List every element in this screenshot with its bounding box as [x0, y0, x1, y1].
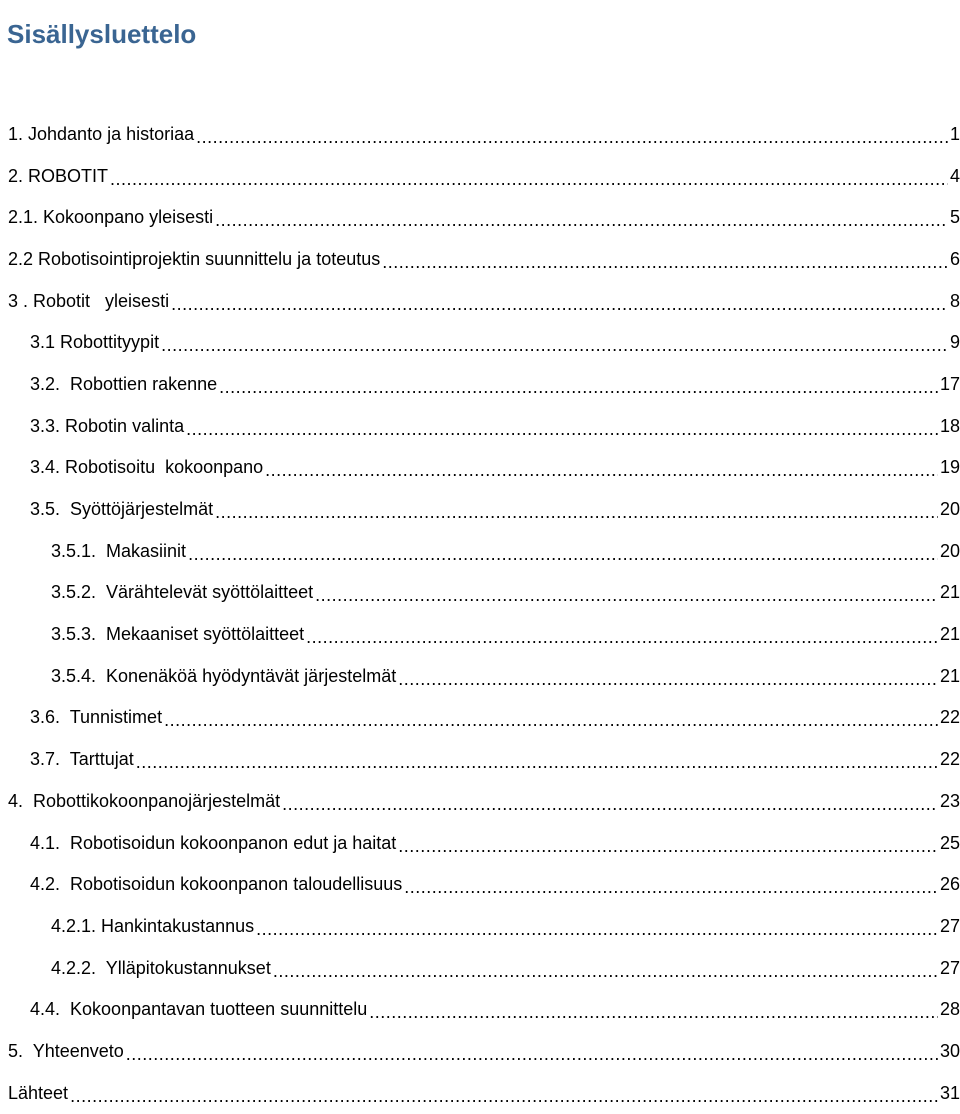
toc-entry[interactable]: [0, 196, 960, 238]
toc-entry[interactable]: [0, 363, 960, 405]
page-title: Sisällysluettelo: [7, 19, 197, 50]
toc-entry-page: 21: [939, 665, 960, 686]
toc-entry[interactable]: [0, 947, 960, 989]
toc-leader-dots: [306, 626, 938, 648]
toc-leader-dots: [398, 835, 938, 857]
toc-entry-label: 3.6. Tunnistimet: [30, 707, 163, 728]
toc-entry-label: 4.2.2. Ylläpitokustannukset: [51, 957, 271, 978]
toc-entry-label: 2.1. Kokoonpano yleisesti: [8, 207, 214, 228]
toc-entry-label: 3.2. Robottien rakenne: [30, 373, 218, 394]
toc-entry-label: 3 . Robotit yleisesti: [8, 290, 170, 311]
toc-entry-page: 5: [949, 207, 960, 228]
toc-entry[interactable]: [0, 988, 960, 1030]
toc-entry[interactable]: [0, 780, 960, 822]
toc-leader-dots: [315, 584, 938, 606]
toc-leader-dots: [188, 543, 938, 565]
toc-leader-dots: [196, 126, 948, 148]
toc-entry[interactable]: [0, 488, 960, 530]
toc-entry[interactable]: [0, 530, 960, 572]
toc-entry-label: 3.4. Robotisoitu kokoonpano: [30, 457, 264, 478]
toc-entry-page: 17: [939, 373, 960, 394]
toc-entry[interactable]: [0, 155, 960, 197]
toc-entry-label: 4.1. Robotisoidun kokoonpanon edut ja haitat: [30, 832, 397, 853]
toc-leader-dots: [70, 1085, 938, 1107]
toc-entry-page: 27: [939, 915, 960, 936]
toc-entry-page: 4: [949, 165, 960, 186]
toc-entry-page: 31: [939, 1082, 960, 1103]
toc-entry-page: 25: [939, 832, 960, 853]
toc-entry-page: 9: [949, 332, 960, 353]
toc-entry-page: 6: [949, 248, 960, 269]
toc-leader-dots: [265, 459, 938, 481]
toc-entry[interactable]: [0, 447, 960, 489]
toc-entry-label: 2.2 Robotisointiprojektin suunnittelu ja toteutus: [8, 248, 381, 269]
toc-leader-dots: [219, 376, 938, 398]
toc-leader-dots: [256, 918, 938, 940]
toc-leader-dots: [398, 668, 938, 690]
toc-leader-dots: [126, 1043, 938, 1065]
toc-entry[interactable]: [0, 1030, 960, 1072]
toc-entry[interactable]: [0, 1072, 960, 1114]
toc-entry[interactable]: [0, 405, 960, 447]
toc-entry-page: 23: [939, 790, 960, 811]
toc-entry[interactable]: [0, 822, 960, 864]
toc-entry-label: Lähteet: [8, 1082, 69, 1103]
toc-entry-page: 22: [939, 707, 960, 728]
toc-entry-page: 20: [939, 540, 960, 561]
toc-entry-label: 3.3. Robotin valinta: [30, 415, 185, 436]
toc-entry-label: 2. ROBOTIT: [8, 165, 109, 186]
toc-entry-label: 4. Robottikokoonpanojärjestelmät: [8, 790, 281, 811]
toc-entry-label: 3.5.3. Mekaaniset syöttölaitteet: [51, 624, 305, 645]
toc-entry-page: 8: [949, 290, 960, 311]
toc-entry-page: 26: [939, 874, 960, 895]
toc-entry[interactable]: [0, 863, 960, 905]
toc-entry-label: 4.2.1. Hankintakustannus: [51, 915, 255, 936]
toc-entry-label: 1. Johdanto ja historiaa: [8, 123, 195, 144]
toc-entry-page: 30: [939, 1040, 960, 1061]
toc-entry-label: 4.4. Kokoonpantavan tuotteen suunnittelu: [30, 999, 368, 1020]
toc-leader-dots: [171, 293, 948, 315]
toc-leader-dots: [382, 251, 948, 273]
toc-leader-dots: [273, 960, 938, 982]
toc-leader-dots: [164, 709, 938, 731]
toc-leader-dots: [404, 876, 938, 898]
toc-entry-label: 5. Yhteenveto: [8, 1040, 124, 1061]
toc-leader-dots: [282, 793, 938, 815]
toc-entry-page: 21: [939, 582, 960, 603]
toc-entry-label: 3.5.4. Konenäköä hyödyntävät järjestelmät: [51, 665, 397, 686]
toc-entry-page: 20: [939, 499, 960, 520]
toc-entry-page: 1: [949, 123, 960, 144]
toc-entry[interactable]: [0, 321, 960, 363]
toc-entry[interactable]: [0, 572, 960, 614]
toc-leader-dots: [369, 1001, 938, 1023]
toc-leader-dots: [110, 168, 948, 190]
toc-entry-label: 4.2. Robotisoidun kokoonpanon taloudellisuus: [30, 874, 403, 895]
toc-entry[interactable]: [0, 655, 960, 697]
toc-entry[interactable]: [0, 613, 960, 655]
toc-entry[interactable]: [0, 905, 960, 947]
toc-leader-dots: [136, 751, 938, 773]
toc-entry-label: 3.5.2. Värähtelevät syöttölaitteet: [51, 582, 314, 603]
toc-leader-dots: [215, 209, 948, 231]
toc-entry-label: 3.1 Robottityypit: [30, 332, 160, 353]
toc-entry-page: 19: [939, 457, 960, 478]
toc-leader-dots: [215, 501, 938, 523]
toc-entry-label: 3.5. Syöttöjärjestelmät: [30, 499, 214, 520]
toc-entry[interactable]: [0, 113, 960, 155]
toc-leader-dots: [186, 418, 938, 440]
toc-entry[interactable]: [0, 280, 960, 322]
toc-entry-page: 21: [939, 624, 960, 645]
toc-entry-page: 27: [939, 957, 960, 978]
toc-entry[interactable]: [0, 238, 960, 280]
toc-entry-page: 28: [939, 999, 960, 1020]
toc-entry-page: 22: [939, 749, 960, 770]
toc-entry-page: 18: [939, 415, 960, 436]
table-of-contents: [0, 113, 960, 1114]
toc-leader-dots: [161, 334, 948, 356]
toc-entry[interactable]: [0, 738, 960, 780]
toc-entry-label: 3.5.1. Makasiinit: [51, 540, 187, 561]
toc-entry-label: 3.7. Tarttujat: [30, 749, 134, 770]
toc-entry[interactable]: [0, 697, 960, 739]
